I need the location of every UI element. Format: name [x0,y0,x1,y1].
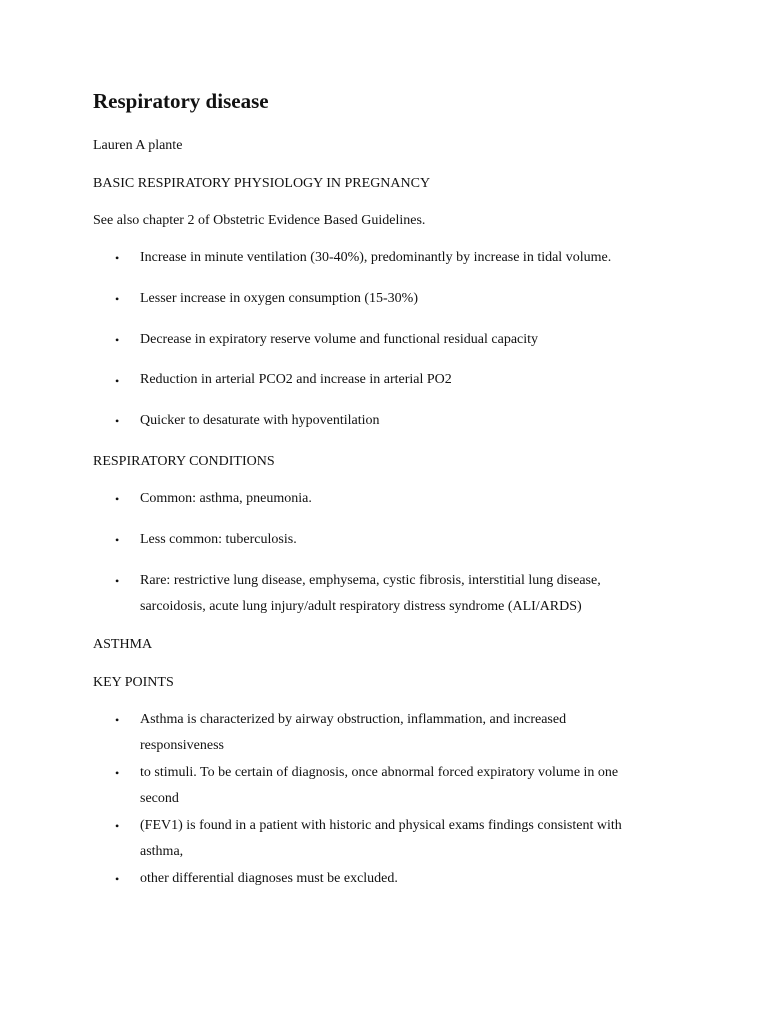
bullet-icon: • [115,872,120,886]
list-item: Decrease in expiratory reserve volume and functional residual capacity [140,332,539,347]
list-item: Reduction in arterial PCO2 and increase in arterial PO2 [140,372,452,387]
bullet-icon: • [115,574,120,588]
bullet-icon: • [115,766,120,780]
list-item: other differential diagnoses must be excluded. [140,871,398,886]
list-item: Asthma is characterized by airway obstruction, inflammation, and increased [140,712,567,727]
list-item: Rare: restrictive lung disease, emphysema, cystic fibrosis, interstitial lung disease, [140,573,601,588]
list-item: Lesser increase in oxygen consumption (15-30%) [140,291,418,306]
list-item-continuation: asthma, [140,844,184,859]
bullet-icon: • [115,492,120,506]
list-item: Common: asthma, pneumonia. [140,491,312,506]
list-item: Less common: tuberculosis. [140,532,297,547]
section-heading-key-points: KEY POINTS [93,675,174,690]
section-heading-asthma: ASTHMA [93,637,153,652]
section-heading-physiology: BASIC RESPIRATORY PHYSIOLOGY IN PREGNANCY [93,176,431,191]
section-heading-conditions: RESPIRATORY CONDITIONS [93,454,275,469]
list-item-continuation: sarcoidosis, acute lung injury/adult respiratory distress syndrome (ALI/ARDS) [140,599,582,614]
bullet-icon: • [115,819,120,833]
bullet-icon: • [115,292,120,306]
list-item: Quicker to desaturate with hypoventilation [140,413,380,428]
document-title: Respiratory disease [93,89,269,113]
bullet-icon: • [115,374,120,388]
see-also-note: See also chapter 2 of Obstetric Evidence Based Guidelines. [93,213,426,228]
author-name: Lauren A plante [93,138,183,153]
list-item-continuation: responsiveness [140,738,224,753]
bullet-icon: • [115,713,120,727]
bullet-icon: • [115,251,120,265]
bullet-icon: • [115,333,120,347]
list-item: Increase in minute ventilation (30-40%), predominantly by increase in tidal volume. [140,250,612,265]
list-item: to stimuli. To be certain of diagnosis, once abnormal forced expiratory volume in one [140,765,619,780]
list-item-continuation: second [140,791,179,806]
bullet-icon: • [115,533,120,547]
list-item: (FEV1) is found in a patient with historic and physical exams findings consistent with [140,818,622,833]
bullet-icon: • [115,414,120,428]
